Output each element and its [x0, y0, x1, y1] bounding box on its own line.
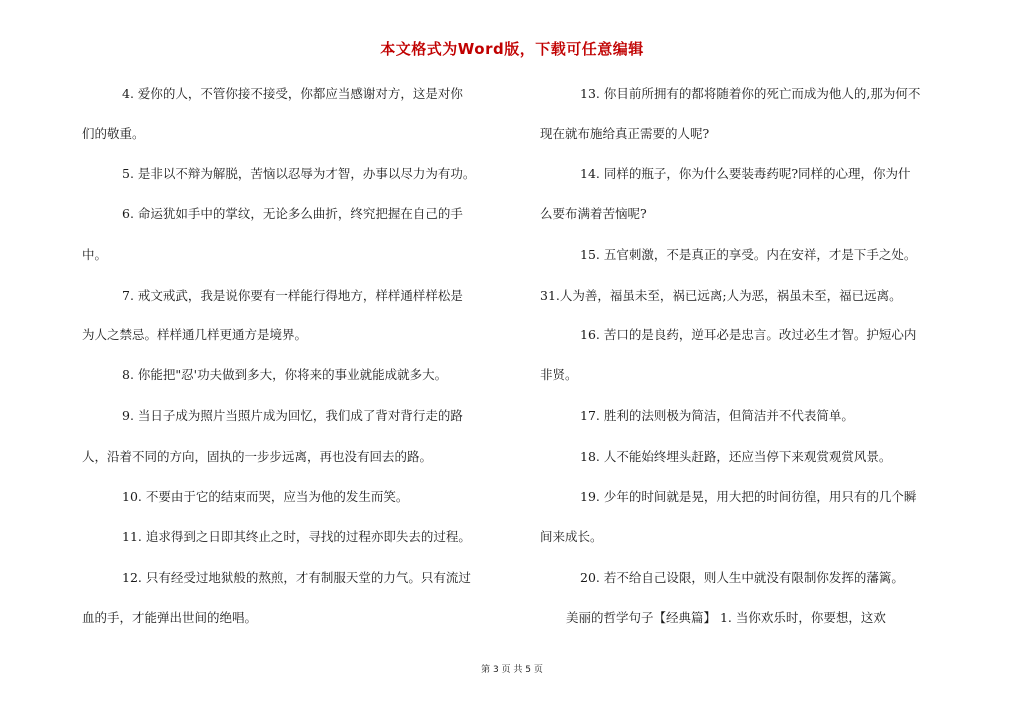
text-line: 么要布满着苦恼呢?	[540, 206, 647, 221]
text-line: 8. 你能把"忍'功夫做到多大，你将来的事业就能成就多大。	[122, 367, 448, 382]
text-line: 非贤。	[540, 367, 578, 382]
text-line: 为人之禁忌。样样通几样更通方是境界。	[82, 327, 308, 342]
document-header: 本文格式为Word版，下载可任意编辑	[380, 40, 644, 58]
text-line: 中。	[82, 247, 108, 262]
text-line: 20. 若不给自己设限，则人生中就没有限制你发挥的藩篱。	[580, 570, 904, 585]
text-line: 们的敬重。	[82, 126, 145, 141]
text-line: 15. 五官刺激，不是真正的享受。内在安祥，才是下手之处。	[580, 247, 917, 262]
text-line: 5. 是非以不辩为解脱，苦恼以忍辱为才智，办事以尽力为有功。	[122, 166, 476, 181]
text-line: 4. 爱你的人，不管你接不接受，你都应当感谢对方，这是对你	[122, 86, 463, 101]
text-line: 12. 只有经受过地狱般的熬煎，才有制服天堂的力气。只有流过	[122, 570, 471, 585]
text-line: 现在就布施给真正需要的人呢?	[540, 126, 710, 141]
text-line: 16. 苦口的是良药，逆耳必是忠言。改过必生才智。护短心内	[580, 327, 917, 342]
text-line: 18. 人不能始终埋头赶路，还应当停下来观赏观赏风景。	[580, 449, 892, 464]
text-line: 6. 命运犹如手中的掌纹，无论多么曲折，终究把握在自己的手	[122, 206, 463, 221]
text-line: 间来成长。	[540, 529, 603, 544]
page-footer: 第 3 页 共 5 页	[481, 665, 543, 675]
text-line: 31.人为善，福虽未至，祸已远离;人为恶，祸虽未至，福已远离。	[540, 288, 902, 303]
text-line: 17. 胜利的法则极为简洁，但简洁并不代表简单。	[580, 408, 854, 423]
text-line: 11. 追求得到之日即其终止之时，寻找的过程亦即失去的过程。	[122, 529, 471, 544]
text-line: 14. 同样的瓶子，你为什么要装毒药呢?同样的心理，你为什	[580, 166, 911, 181]
text-line: 人，沿着不同的方向，固执的一步步远离，再也没有回去的路。	[82, 449, 433, 464]
text-line: 血的手，才能弹出世间的绝唱。	[82, 610, 258, 625]
text-line: 10. 不要由于它的结束而哭，应当为他的发生而笑。	[122, 489, 409, 504]
text-line: 美丽的哲学句子【经典篇】 1. 当你欢乐时，你要想，这欢	[566, 610, 886, 625]
text-line: 9. 当日子成为照片当照片成为回忆，我们成了背对背行走的路	[122, 408, 463, 423]
text-line: 7. 戒文戒武，我是说你要有一样能行得地方，样样通样样松是	[122, 288, 463, 303]
text-line: 19. 少年的时间就是晃，用大把的时间彷徨，用只有的几个瞬	[580, 489, 917, 504]
text-line: 13. 你目前所拥有的都将随着你的死亡而成为他人的,那为何不	[580, 86, 921, 101]
